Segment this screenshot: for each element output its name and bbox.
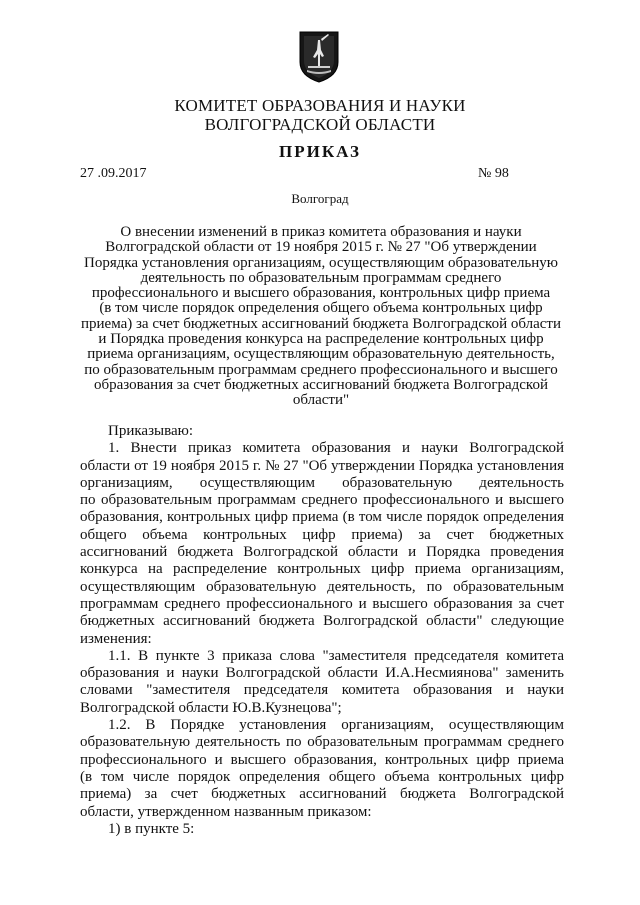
body-line: Волгоградской области Ю.В.Кузнецова";	[80, 699, 342, 716]
volgograd-coat-of-arms-icon	[298, 30, 340, 84]
body-line: образования и науки Волгоградской области И.А.Несмиянова" заменить	[80, 665, 564, 682]
body-line: конкурса на распределение контрольных цифр приема организациям,	[80, 561, 564, 578]
subject-line: О внесении изменений в приказ комитета образования и науки	[120, 224, 522, 240]
order-date: 27 .09.2017	[80, 166, 147, 181]
subject-line: (в том числе порядок определения общего объема контрольных цифр	[99, 300, 543, 317]
subject-line: и Порядка проведения конкурса на распределение контрольных цифр	[98, 331, 544, 348]
body-line: 1. Внести приказ комитета образования и науки Волгоградской	[108, 440, 564, 457]
body-line: приема) за счет бюджетных ассигнований бюджета Волгоградской	[80, 786, 564, 803]
body-line: Приказываю:	[108, 423, 193, 439]
document-type: ПРИКАЗ	[279, 142, 361, 161]
subject-line: области"	[292, 392, 350, 409]
body-line: области от 19 ноября 2015 г. № 27 "Об утверждении Порядка установления	[80, 457, 564, 474]
body-line: (в том числе порядок определения общего объема контрольных цифр	[80, 768, 564, 785]
subject-line: профессионального и высшего образования, контрольных цифр приема	[91, 285, 551, 302]
org-line: ВОЛГОГРАДСКОЙ ОБЛАСТИ	[204, 115, 436, 134]
body-line: ассигнований бюджета Волгоградской области и Порядка проведения	[80, 544, 564, 561]
subject-line: деятельность по образовательным программам среднего	[140, 269, 502, 286]
body-line: области, утвержденном названным приказом:	[80, 803, 372, 820]
body-line: бюджетных ассигнований бюджета Волгоградской области" следующие	[80, 613, 564, 630]
body-line: 1.1. В пункте 3 приказа слова "заместителя председателя комитета	[108, 647, 564, 664]
subject-line: по образовательным программам среднего профессионального и высшего	[84, 361, 558, 378]
body-line: 1.2. В Порядке установления организациям, осуществляющим	[108, 717, 564, 734]
city: Волгоград	[291, 191, 349, 206]
org-line: КОМИТЕТ ОБРАЗОВАНИЯ И НАУКИ	[174, 96, 466, 115]
body-line: 1) в пункте 5:	[108, 820, 195, 837]
order-body	[80, 423, 564, 838]
body-line: образования, контрольных цифр приема (в том числе порядок определения	[80, 509, 564, 526]
body-line: по образовательным программам среднего профессионального и высшего	[80, 492, 564, 509]
subject-line: образования за счет бюджетных ассигнований бюджета Волгоградской	[94, 376, 548, 393]
subject-line: Порядка установления организациям, осуществляющим образовательную	[83, 254, 559, 271]
body-line: организациям, осуществляющим образовательную деятельность	[80, 474, 564, 491]
body-line: образовательную деятельность по образовательным программам среднего	[80, 734, 564, 751]
subject-line: Волгоградской области от 19 ноября 2015 г. № 27 "Об утверждении	[105, 239, 537, 256]
body-line: словами "заместителя председателя комитета образования и науки	[80, 682, 564, 699]
subject-line: приема) за счет бюджетных ассигнований бюджета Волгоградской области	[81, 315, 561, 332]
body-line: изменения:	[80, 630, 152, 647]
body-line: общего объема контрольных цифр приема) за счет бюджетных	[80, 526, 564, 543]
body-line: программам среднего профессионального и высшего образования за счет	[80, 595, 564, 612]
order-subject	[78, 225, 564, 409]
body-line: осуществляющим образовательную деятельность, по образовательным	[80, 578, 564, 595]
order-number: № 98	[478, 166, 509, 181]
subject-line: приема организациям, осуществляющим образовательную деятельность,	[87, 346, 555, 363]
organization-name	[150, 96, 490, 134]
body-line: профессионального и высшего образования, контрольных цифр приема	[80, 751, 564, 768]
